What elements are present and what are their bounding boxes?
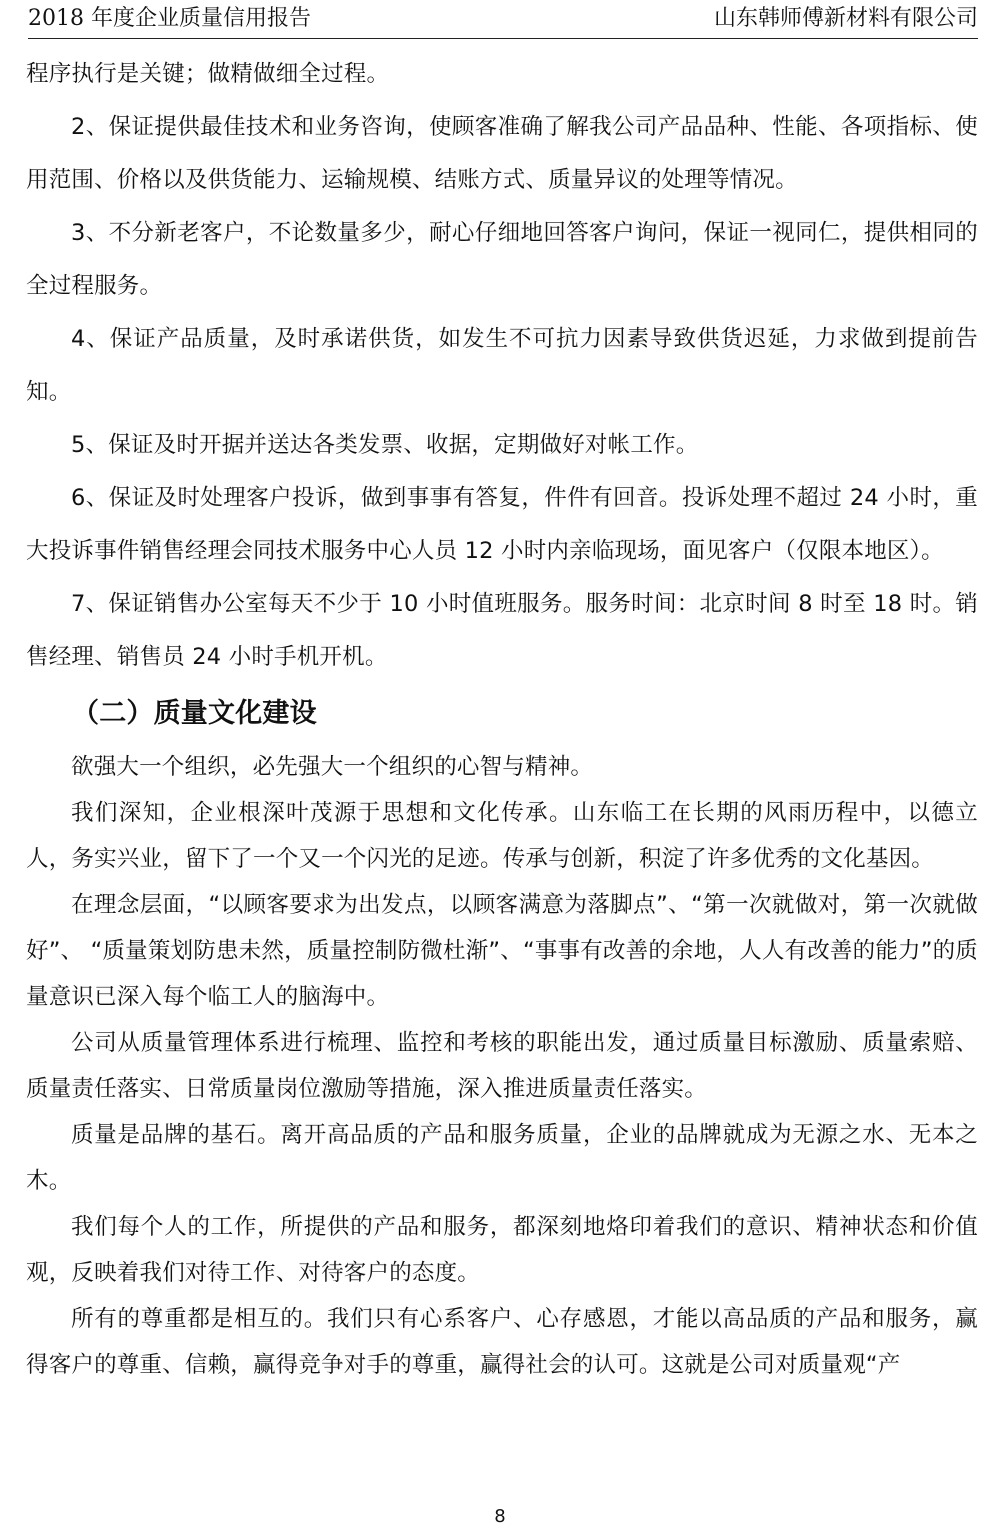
section-paragraph: 欲强大一个组织，必先强大一个组织的心智与精神。 — [71, 754, 594, 780]
section-paragraph: 质量是品牌的基石。离开高品质的产品和服务质量，企业的品牌就成为无源之水、无本之木。 — [26, 1122, 978, 1194]
list-item: 6、保证及时处理客户投诉，做到事事有答复，件件有回音。投诉处理不超过 24 小时，重大投诉事件销售经理会同技术服务中心人员 12 小时内亲临现场，面见客户（仅限本地区）。 — [26, 485, 978, 564]
page-body — [26, 48, 978, 1388]
list-item: 7、保证销售办公室每天不少于 10 小时值班服务。服务时间：北京时间 8 时至 18 时。销售经理、销售员 24 小时手机开机。 — [26, 591, 978, 670]
quality-culture-section — [26, 744, 978, 1388]
section-paragraph: 所有的尊重都是相互的。我们只有心系客户、心存感恩，才能以高品质的产品和服务，赢得客户的尊重、信赖，赢得竞争对手的尊重，赢得社会的认可。这就是公司对质量观“产 — [26, 1306, 978, 1378]
paragraph-continuation: 程序执行是关键；做精做细全过程。 — [26, 61, 390, 87]
list-item: 2、保证提供最佳技术和业务咨询，使顾客准确了解我公司产品品种、性能、各项指标、使用范围、价格以及供货能力、运输规模、结账方式、质量异议的处理等情况。 — [26, 114, 978, 193]
page-number: 8 — [494, 1506, 506, 1527]
page-header — [28, 0, 978, 39]
header-company-name: 山东韩师傅新材料有限公司 — [713, 6, 978, 31]
header-report-title: 2018 年度企业质量信用报告 — [28, 6, 311, 31]
section-paragraph: 我们深知，企业根深叶茂源于思想和文化传承。山东临工在长期的风雨历程中，以德立人，务实兴业，留下了一个又一个闪光的足迹。传承与创新，积淀了许多优秀的文化基因。 — [26, 800, 978, 872]
section-paragraph: 在理念层面，“以顾客要求为出发点，以顾客满意为落脚点”、“第一次就做对，第一次就做好”、 “质量策划防患未然，质量控制防微杜渐”、“事事有改善的余地，人人有改善的能力”的质量意识已深入每个临工人的脑海中。 — [26, 892, 978, 1010]
list-item: 5、保证及时开据并送达各类发票、收据，定期做好对帐工作。 — [71, 432, 699, 458]
list-item: 4、保证产品质量，及时承诺供货，如发生不可抗力因素导致供货迟延，力求做到提前告知。 — [26, 326, 978, 405]
section-paragraph: 公司从质量管理体系进行梳理、监控和考核的职能出发，通过质量目标激励、质量索赔、质量责任落实、日常质量岗位激励等措施，深入推进质量责任落实。 — [26, 1030, 978, 1102]
service-commitment-list — [26, 101, 978, 684]
list-item: 3、不分新老客户，不论数量多少，耐心仔细地回答客户询问，保证一视同仁，提供相同的全过程服务。 — [26, 220, 978, 299]
section-paragraph: 我们每个人的工作，所提供的产品和服务，都深刻地烙印着我们的意识、精神状态和价值观，反映着我们对待工作、对待客户的态度。 — [26, 1214, 978, 1286]
section-heading: （二）质量文化建设 — [72, 698, 317, 729]
